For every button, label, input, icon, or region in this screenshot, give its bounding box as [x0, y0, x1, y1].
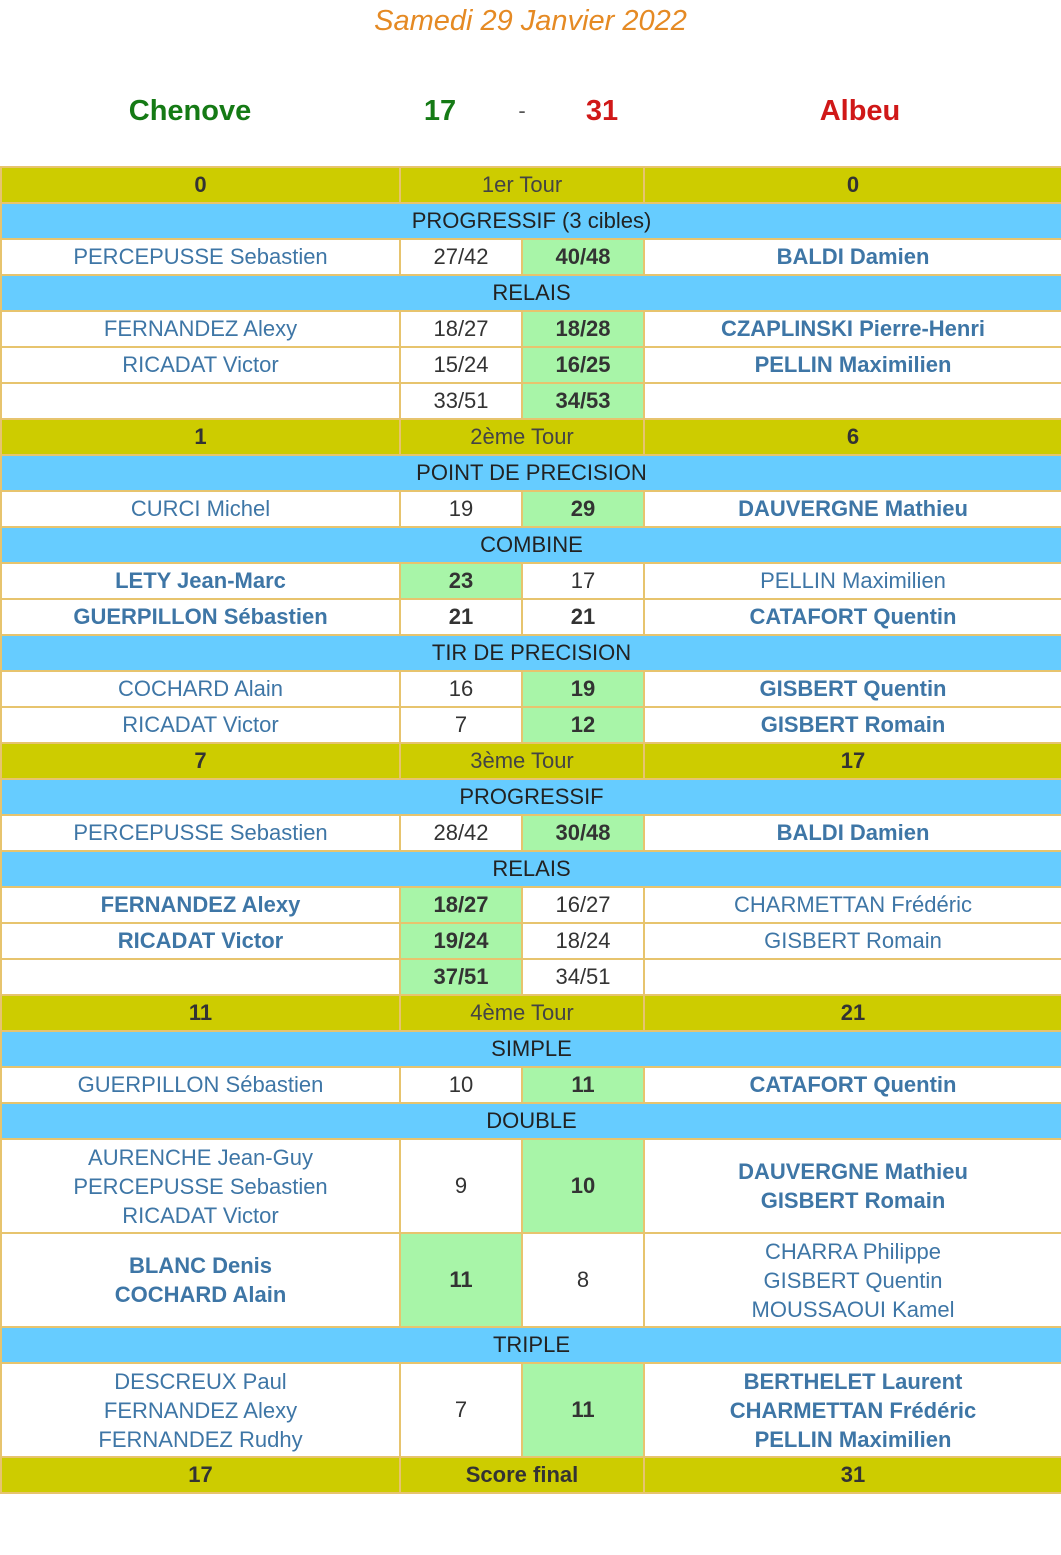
section-row [1, 455, 1061, 491]
tour-home-score: 7 [1, 743, 400, 779]
away-result: 17 [522, 563, 644, 599]
home-player: RICADAT Victor [1, 347, 400, 383]
tour-home-score: 0 [1, 167, 400, 203]
away-player: CHARRA Philippe [764, 1238, 942, 1264]
home-players [1, 1233, 400, 1327]
away-result: 21 [522, 599, 644, 635]
away-result: 12 [522, 707, 644, 743]
section-title: TIR DE PRECISION [1, 635, 1061, 671]
section-title: SIMPLE [1, 1031, 1061, 1067]
away-player: GISBERT Romain [644, 923, 1061, 959]
section-row [1, 635, 1061, 671]
away-player: PELLIN Maximilien [754, 1426, 952, 1452]
home-player: FERNANDEZ Alexy [103, 1397, 298, 1423]
away-total: 34/53 [522, 383, 644, 419]
away-result: 16/27 [522, 887, 644, 923]
away-players [644, 1139, 1061, 1233]
away-player: PELLIN Maximilien [644, 563, 1061, 599]
section-row [1, 203, 1061, 239]
away-result: 8 [522, 1233, 644, 1327]
match-row [1, 239, 1061, 275]
home-total: 33/51 [400, 383, 522, 419]
home-player: BLANC Denis [128, 1253, 272, 1278]
away-player: DAUVERGNE Mathieu [738, 1159, 968, 1184]
home-result: 18/27 [400, 311, 522, 347]
final-away-score: 31 [644, 1457, 1061, 1493]
away-player: CATAFORT Quentin [644, 1067, 1061, 1103]
away-player: GISBERT Romain [644, 707, 1061, 743]
section-title: PROGRESSIF [1, 779, 1061, 815]
home-player: LETY Jean-Marc [1, 563, 400, 599]
home-score: 17 [423, 95, 457, 127]
home-result: 15/24 [400, 347, 522, 383]
match-row [1, 347, 1061, 383]
home-player: CURCI Michel [1, 491, 400, 527]
section-row [1, 1103, 1061, 1139]
match-row [1, 311, 1061, 347]
section-title: COMBINE [1, 527, 1061, 563]
tour-label: 3ème Tour [400, 743, 644, 779]
home-result: 16 [400, 671, 522, 707]
away-player: BERTHELET Laurent [743, 1368, 963, 1394]
away-player: BALDI Damien [644, 239, 1061, 275]
home-player: DESCREUX Paul [114, 1368, 287, 1394]
away-result: 10 [522, 1139, 644, 1233]
match-row [1, 1139, 1061, 1233]
tour-row [1, 743, 1061, 779]
away-player: CHARMETTAN Frédéric [729, 1397, 977, 1423]
away-player: MOUSSAOUI Kamel [751, 1296, 955, 1322]
away-players [644, 1363, 1061, 1457]
section-title: RELAIS [1, 851, 1061, 887]
away-player: GISBERT Quentin [763, 1267, 943, 1293]
tour-away-score: 0 [644, 167, 1061, 203]
section-row [1, 851, 1061, 887]
tour-away-score: 6 [644, 419, 1061, 455]
away-player: CHARMETTAN Frédéric [644, 887, 1061, 923]
away-result: 16/25 [522, 347, 644, 383]
total-row [1, 383, 1061, 419]
match-row [1, 1363, 1061, 1457]
away-result: 19 [522, 671, 644, 707]
away-score: 31 [585, 95, 619, 127]
away-player: PELLIN Maximilien [644, 347, 1061, 383]
home-player: PERCEPUSSE Sebastien [73, 1173, 328, 1199]
section-row [1, 1031, 1061, 1067]
match-row [1, 815, 1061, 851]
tour-away-score: 21 [644, 995, 1061, 1031]
home-result: 21 [400, 599, 522, 635]
away-result: 30/48 [522, 815, 644, 851]
empty-cell [1, 383, 400, 419]
away-player: CATAFORT Quentin [644, 599, 1061, 635]
away-players [644, 1233, 1061, 1327]
away-player: DAUVERGNE Mathieu [644, 491, 1061, 527]
tour-row [1, 995, 1061, 1031]
final-row [1, 1457, 1061, 1493]
home-result: 18/27 [400, 887, 522, 923]
tour-label: 1er Tour [400, 167, 644, 203]
home-result: 7 [400, 1363, 522, 1457]
home-player: PERCEPUSSE Sebastien [1, 239, 400, 275]
home-player: GUERPILLON Sébastien [1, 599, 400, 635]
home-player: FERNANDEZ Alexy [1, 887, 400, 923]
tour-label: 4ème Tour [400, 995, 644, 1031]
away-result: 11 [522, 1363, 644, 1457]
empty-cell [644, 959, 1061, 995]
away-player: GISBERT Romain [760, 1188, 946, 1213]
results-table [0, 166, 1061, 1494]
tour-row [1, 419, 1061, 455]
match-row [1, 923, 1061, 959]
match-date: Samedi 29 Janvier 2022 [374, 5, 687, 37]
match-row [1, 599, 1061, 635]
home-players [1, 1363, 400, 1457]
home-player: PERCEPUSSE Sebastien [1, 815, 400, 851]
match-row [1, 491, 1061, 527]
section-row [1, 275, 1061, 311]
home-result: 11 [400, 1233, 522, 1327]
section-row [1, 779, 1061, 815]
match-row [1, 1233, 1061, 1327]
home-players [1, 1139, 400, 1233]
home-team: Chenove [128, 95, 252, 127]
away-team: Albeu [819, 95, 901, 127]
away-player: BALDI Damien [644, 815, 1061, 851]
away-result: 40/48 [522, 239, 644, 275]
home-result: 19 [400, 491, 522, 527]
home-result: 9 [400, 1139, 522, 1233]
match-row [1, 707, 1061, 743]
section-title: TRIPLE [1, 1327, 1061, 1363]
home-total: 37/51 [400, 959, 522, 995]
home-result: 7 [400, 707, 522, 743]
section-row [1, 527, 1061, 563]
match-row [1, 1067, 1061, 1103]
tour-home-score: 11 [1, 995, 400, 1031]
home-player: COCHARD Alain [1, 671, 400, 707]
home-result: 28/42 [400, 815, 522, 851]
home-player: RICADAT Victor [122, 1202, 279, 1228]
away-result: 18/24 [522, 923, 644, 959]
away-player: GISBERT Quentin [644, 671, 1061, 707]
score-header [0, 78, 1061, 144]
match-row [1, 563, 1061, 599]
empty-cell [644, 383, 1061, 419]
home-result: 27/42 [400, 239, 522, 275]
total-row [1, 959, 1061, 995]
home-result: 10 [400, 1067, 522, 1103]
section-title: POINT DE PRECISION [1, 455, 1061, 491]
home-player: AURENCHE Jean-Guy [88, 1144, 313, 1170]
score-separator: - [518, 98, 526, 123]
section-row [1, 1327, 1061, 1363]
home-player: FERNANDEZ Rudhy [98, 1426, 303, 1452]
home-player: GUERPILLON Sébastien [1, 1067, 400, 1103]
home-player: RICADAT Victor [1, 923, 400, 959]
tour-row [1, 167, 1061, 203]
away-player: CZAPLINSKI Pierre-Henri [644, 311, 1061, 347]
home-result: 23 [400, 563, 522, 599]
home-player: RICADAT Victor [1, 707, 400, 743]
empty-cell [1, 959, 400, 995]
tour-home-score: 1 [1, 419, 400, 455]
tour-away-score: 17 [644, 743, 1061, 779]
final-home-score: 17 [1, 1457, 400, 1493]
match-row [1, 887, 1061, 923]
home-player: FERNANDEZ Alexy [1, 311, 400, 347]
home-result: 19/24 [400, 923, 522, 959]
home-player: COCHARD Alain [114, 1282, 287, 1307]
tour-label: 2ème Tour [400, 419, 644, 455]
away-result: 11 [522, 1067, 644, 1103]
away-result: 29 [522, 491, 644, 527]
match-row [1, 671, 1061, 707]
section-title: DOUBLE [1, 1103, 1061, 1139]
away-total: 34/51 [522, 959, 644, 995]
away-result: 18/28 [522, 311, 644, 347]
section-title: RELAIS [1, 275, 1061, 311]
final-label: Score final [400, 1457, 644, 1493]
section-title: PROGRESSIF (3 cibles) [1, 203, 1061, 239]
